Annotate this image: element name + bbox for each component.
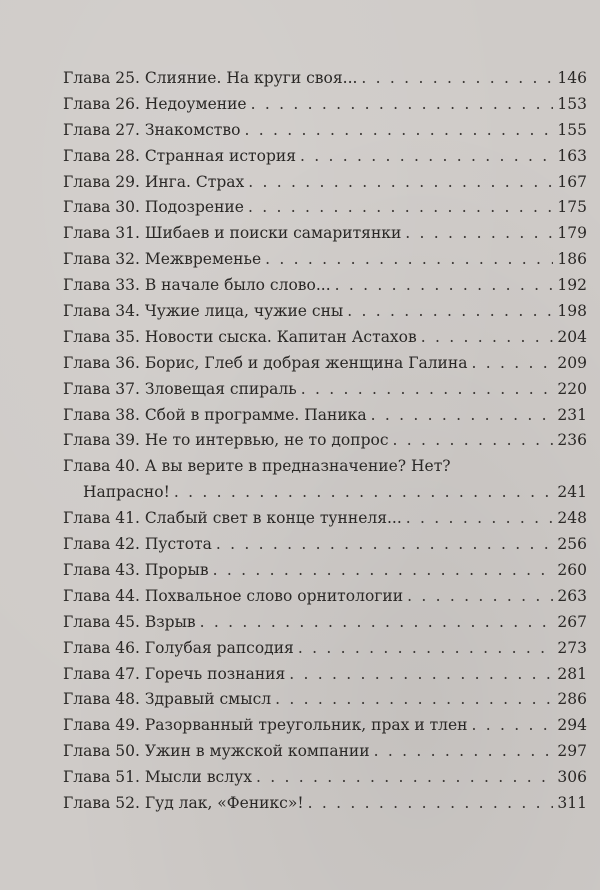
dot-leader <box>298 636 554 662</box>
dot-leader <box>248 170 553 196</box>
toc-entry-title: Глава 52. Гуд лак, «Феникс»! <box>63 793 304 812</box>
toc-entry-page: 241 <box>557 483 587 502</box>
dot-leader <box>471 351 553 377</box>
dot-leader <box>248 195 553 221</box>
toc-entry-title: Глава 50. Ужин в мужской компании <box>63 742 370 761</box>
toc-entry-chapter-31 <box>63 221 587 247</box>
toc-entry-title: Глава 26. Недоумение <box>63 94 247 113</box>
toc-entry-chapter-39 <box>63 428 587 454</box>
toc-entry-page: 281 <box>557 664 587 683</box>
dot-leader <box>265 247 553 273</box>
toc-entry-page: 286 <box>557 690 587 709</box>
toc-entry-chapter-38 <box>63 403 587 429</box>
dot-leader <box>407 584 553 610</box>
toc-entry-chapter-47 <box>63 662 587 688</box>
toc-entry-title: Глава 51. Мысли вслух <box>63 768 252 787</box>
toc-entry-chapter-44 <box>63 584 587 610</box>
toc-entry-title: Глава 42. Пустота <box>63 535 212 554</box>
dot-leader <box>289 662 553 688</box>
toc-entry-title: Глава 33. В начале было слово... <box>63 276 331 295</box>
toc-entry-chapter-40 <box>63 454 587 506</box>
dot-leader <box>174 480 554 506</box>
dot-leader <box>256 765 553 791</box>
toc-entry-title: Глава 47. Горечь познания <box>63 664 286 683</box>
toc-entry-page: 175 <box>557 198 587 217</box>
toc-entry-chapter-29 <box>63 170 587 196</box>
dot-leader <box>405 221 553 247</box>
toc-entry-chapter-32 <box>63 247 587 273</box>
dot-leader <box>371 403 554 429</box>
toc-entry-page: 297 <box>557 742 587 761</box>
toc-entry-title: Глава 49. Разорванный треугольник, прах и тлен <box>63 716 468 735</box>
toc-entry-chapter-33 <box>63 273 587 299</box>
toc-entry-chapter-34 <box>63 299 587 325</box>
toc-entry-page: 220 <box>557 379 587 398</box>
toc-entry-chapter-37 <box>63 377 587 403</box>
toc-entry-page: 163 <box>557 146 587 165</box>
toc-entry-page: 236 <box>557 431 587 450</box>
toc-entry-title: Глава 36. Борис, Глеб и добрая женщина Галина <box>63 353 468 372</box>
toc-entry-chapter-51 <box>63 765 587 791</box>
toc-entry-page: 231 <box>557 405 587 424</box>
toc-entry-chapter-41 <box>63 506 587 532</box>
toc-entry-title: Глава 27. Знакомство <box>63 120 241 139</box>
toc-entry-title: Глава 31. Шибаев и поиски самаритянки <box>63 224 402 243</box>
toc-entry-page: 311 <box>557 793 587 812</box>
toc-entry-chapter-36 <box>63 351 587 377</box>
toc-entry-page: 294 <box>557 716 587 735</box>
dot-leader <box>200 610 554 636</box>
toc-entry-title: Глава 28. Странная история <box>63 146 296 165</box>
dot-leader <box>300 144 553 170</box>
toc-entry-page: 306 <box>557 768 587 787</box>
toc-entry-title: Глава 30. Подозрение <box>63 198 244 217</box>
toc-entry-chapter-26 <box>63 92 587 118</box>
toc-entry-title: Глава 34. Чужие лица, чужие сны <box>63 302 344 321</box>
dot-leader <box>244 118 553 144</box>
dot-leader <box>275 687 553 713</box>
toc-entry-continuation-line <box>63 480 587 506</box>
dot-leader <box>347 299 553 325</box>
toc-entry-title: Глава 43. Прорыв <box>63 560 209 579</box>
toc-entry-title: Глава 44. Похвальное слово орнитологии <box>63 586 404 605</box>
toc-entry-title: Глава 46. Голубая рапсодия <box>63 638 294 657</box>
toc-entry-chapter-35 <box>63 325 587 351</box>
toc-entry-title: Глава 32. Межвременье <box>63 250 262 269</box>
toc-entry-chapter-45 <box>63 610 587 636</box>
toc-entry-page: 267 <box>557 612 587 631</box>
dot-leader <box>308 791 554 817</box>
toc-entry-title: Глава 29. Инга. Страх <box>63 172 245 191</box>
dot-leader <box>421 325 554 351</box>
toc-entry-chapter-49 <box>63 713 587 739</box>
dot-leader <box>406 506 554 532</box>
dot-leader <box>393 428 554 454</box>
toc-entry-chapter-43 <box>63 558 587 584</box>
toc-entry-title: Глава 37. Зловещая спираль <box>63 379 297 398</box>
dot-leader <box>251 92 554 118</box>
toc-entry-page: 256 <box>557 535 587 554</box>
toc-entry-chapter-50 <box>63 739 587 765</box>
toc-entry-title: Глава 35. Новости сыска. Капитан Астахов <box>63 327 417 346</box>
toc-entry-page: 153 <box>557 94 587 113</box>
toc-entry-page: 146 <box>557 69 587 87</box>
toc-entry-page: 248 <box>557 509 587 528</box>
toc-entry-page: 192 <box>557 276 587 295</box>
toc-entry-chapter-46 <box>63 636 587 662</box>
toc-entry-title: Глава 40. А вы верите в предназначение? Нет? <box>63 457 451 476</box>
dot-leader <box>301 377 554 403</box>
toc-entry-page: 179 <box>557 224 587 243</box>
toc-entry-page: 167 <box>557 172 587 191</box>
toc-entry-title: Глава 39. Не то интервью, не то допрос <box>63 431 389 450</box>
toc-entry-page: 198 <box>557 302 587 321</box>
dot-leader <box>213 558 554 584</box>
toc-entry-title: Глава 41. Слабый свет в конце туннеля... <box>63 509 402 528</box>
toc-entry-chapter-30 <box>63 195 587 221</box>
table-of-contents <box>63 66 587 817</box>
toc-entry-page: 186 <box>557 250 587 269</box>
toc-entry-page: 209 <box>557 353 587 372</box>
toc-entry-page: 260 <box>557 560 587 579</box>
toc-entry-chapter-48 <box>63 687 587 713</box>
toc-entry-title: Глава 38. Сбой в программе. Паника <box>63 405 367 424</box>
toc-entry-chapter-25 <box>63 66 587 92</box>
dot-leader <box>335 273 554 299</box>
dot-leader <box>361 66 553 92</box>
toc-entry-page: 204 <box>557 327 587 346</box>
toc-entry-chapter-27 <box>63 118 587 144</box>
toc-entry-page: 273 <box>557 638 587 657</box>
toc-entry-chapter-42 <box>63 532 587 558</box>
toc-entry-title: Глава 48. Здравый смысл <box>63 690 272 709</box>
toc-entry-page: 263 <box>557 586 587 605</box>
toc-entry-page: 155 <box>557 120 587 139</box>
toc-entry-title-continuation: Напрасно! <box>83 483 170 502</box>
toc-entry-chapter-28 <box>63 144 587 170</box>
toc-entry-chapter-52 <box>63 791 587 817</box>
dot-leader <box>374 739 554 765</box>
toc-entry-title: Глава 45. Взрыв <box>63 612 196 631</box>
dot-leader <box>216 532 554 558</box>
dot-leader <box>472 713 554 739</box>
toc-entry-title: Глава 25. Слияние. На круги своя... <box>63 69 358 87</box>
